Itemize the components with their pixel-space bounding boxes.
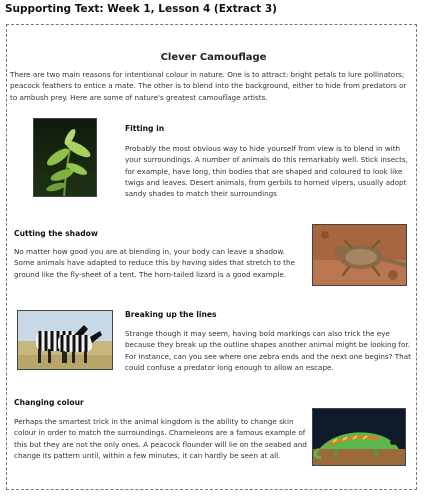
section-title-changing-colour: Changing colour xyxy=(14,398,84,407)
chameleon-photo xyxy=(312,408,406,466)
section-title-fitting-in: Fitting in xyxy=(125,124,165,133)
section-title-breaking-up-the-lines: Breaking up the lines xyxy=(125,310,217,319)
section-body-breaking-up-the-lines: Strange though it may seem, having bold markings can also trick the eye because they break up the outline shapes another animal might be looking for. For instance, can you see where one zebra ends and the next one begins? That could confuse a predator long enough to allow an escape. xyxy=(125,329,411,372)
stick-insect-photo xyxy=(33,118,97,197)
article-title: Clever Camouflage xyxy=(160,52,267,63)
section-body-changing-colour: Perhaps the smartest trick in the animal kingdom is the ability to change skin colour in order to match the surroundings. Chameleons are a famous example of this but they are not the only ones. A peacock flounder will lie on the seabed and change its pattern until, within a few minutes, it can hardly be seen at all. xyxy=(14,417,307,460)
intro-paragraph: There are two main reasons for intentional colour in nature. One is to attract: bright petals to lure pollinators; peacock feathers to entice a mate. The other is to blend into the background, either to hide from predators or to ambush prey. Here are some of nature's greatest camouflage artists. xyxy=(10,70,407,102)
horn-tailed-lizard-photo xyxy=(312,224,407,286)
section-body-cutting-the-shadow: No matter how good you are at blending in, your body can leave a shadow. Some animals have adapted to reduce this by having sides that stretch to the ground like the fly-sheet of a tent. The horn-tailed lizard is a good example. xyxy=(14,247,295,279)
section-title-cutting-the-shadow: Cutting the shadow xyxy=(14,229,98,238)
zebras-photo xyxy=(17,310,113,370)
section-body-fitting-in: Probably the most obvious way to hide yourself from view is to blend in with your surroundings. A number of animals do this remarkably well. Stick insects, for example, have long, thin bodies that are shaped and coloured to look like twigs and leaves. Desert animals, from gerbils to horned vipers, usually adopt sandy shades to match their surroundings xyxy=(125,144,408,199)
page-title: Supporting Text: Week 1, Lesson 4 (Extract 3) xyxy=(5,3,277,15)
